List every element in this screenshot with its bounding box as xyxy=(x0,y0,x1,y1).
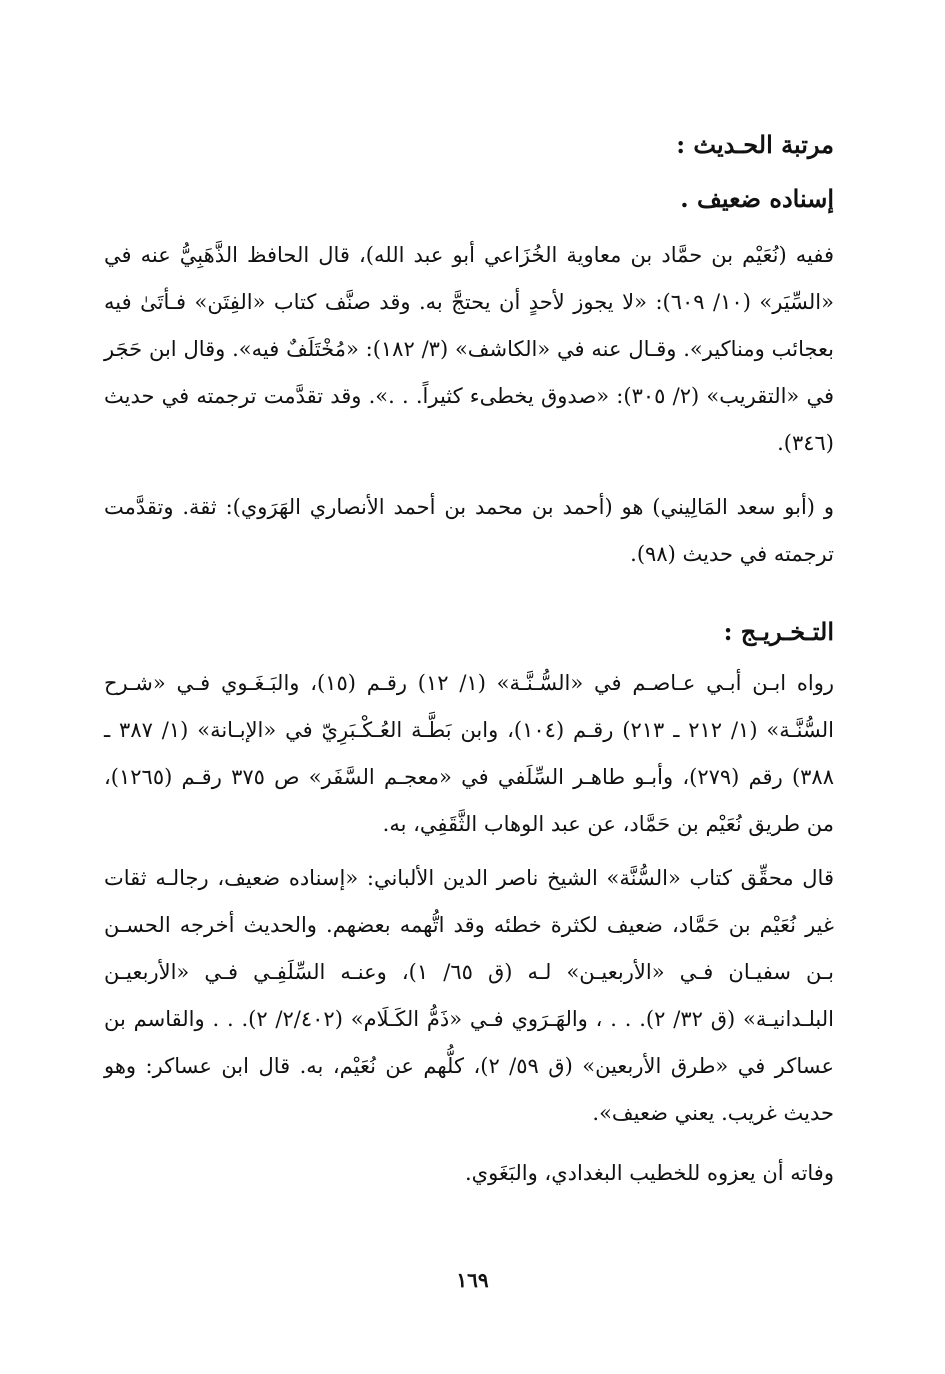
albani-paragraph xyxy=(104,855,834,1137)
paragraph-albani: قال محقِّق كتاب «السُّنَّة» الشيخ ناصر الدين الألباني: «إسناده ضعيف، رجالـه ثقات غير نُعَيْم بن حَمَّاد، ضعيف لكثرة خطئه وقد اتُّهمه بعضهم. والحديث أخرجه الحسـن بـن سفيـان فـي «الأربعيـن» لـه (ق ٦٥/ ١)، وعنـه السِّلَفِـي فـي «الأربعيـن البلـدانيـة» (ق ٣٢/ ٢). . . ، والهَـرَوي فـي «ذَمُّ الكَـلَام» (٢/٤٠٢/ ٢). . . والقاسم بن عساكر في «طرق الأربعين» (ق ٥٩/ ٢)، كلُّهم عن نُعَيْم، به. قال ابن عساكر: وهو حديث غريب. يعني ضعيف». xyxy=(104,866,834,1125)
page-number: ١٦٩ xyxy=(456,1268,489,1292)
rank-heading: مرتبة الحـديث : xyxy=(676,130,834,159)
takhrij-heading: التـخـريـج : xyxy=(723,617,834,646)
narrator-paragraph-2 xyxy=(104,484,834,578)
narrator-paragraph xyxy=(104,232,834,467)
rank-section xyxy=(104,128,834,162)
paragraph-nuaym: ففيه (نُعَيْم بن حمَّاد بن معاوية الخُزَاعي أبو عبد الله)، قال الحافظ الذَّهَبِيُّ عنه في «السِّيَر» (١٠/ ٦٠٩): «لا يجوز لأحدٍ أن يحتجَّ به. وقد صنَّف كتاب «الفِتَن» فـأتَىٰ فيه بعجائب ومناكير». وقـال عنه في «الكاشف» (٣/ ١٨٢): «مُخْتَلَفٌ فيه». وقال ابن حَجَر في «التقريب» (٢/ ٣٠٥): «صدوق يخطىء كثيراً. . .». وقد تقدَّمت ترجمته في حديث (٣٤٦). xyxy=(104,243,835,455)
closing-paragraph xyxy=(104,1150,834,1197)
takhrij-paragraph xyxy=(104,660,834,848)
rank-verdict-block xyxy=(104,182,834,216)
paragraph-takhrij: رواه ابـن أبـي عـاصـم في «السُّـنَّـة» (١/ ١٢) رقـم (١٥)، والبَـغَـوي فـي «شـرح السُّنَّـة» (١/ ٢١٢ ـ ٢١٣) رقـم (١٠٤)، وابن بَطَّـة العُـكْـبَرِيّ في «الإبـانة» (١/ ٣٨٧ ـ ٣٨٨) رقم (٢٧٩)، وأبـو طاهـر السِّلَفي في «معجـم السَّفَر» ص ٣٧٥ رقـم (١٢٦٥)، من طريق نُعَيْم بن حَمَّاد، عن عبد الوهاب الثَّقَفِي، به. xyxy=(104,671,834,836)
rank-verdict: إسناده ضعيف . xyxy=(680,184,834,213)
takhrij-section xyxy=(104,615,834,649)
paragraph-malini: و (أبو سعد المَالِيني) هو (أحمد بن محمد بن أحمد الأنصاري الهَرَوي): ثقة. وتقدَّمت ترجمته في حديث (٩٨). xyxy=(104,495,834,566)
paragraph-closing: وفاته أن يعزوه للخطيب البغدادي، والبَغَوي. xyxy=(464,1161,834,1185)
